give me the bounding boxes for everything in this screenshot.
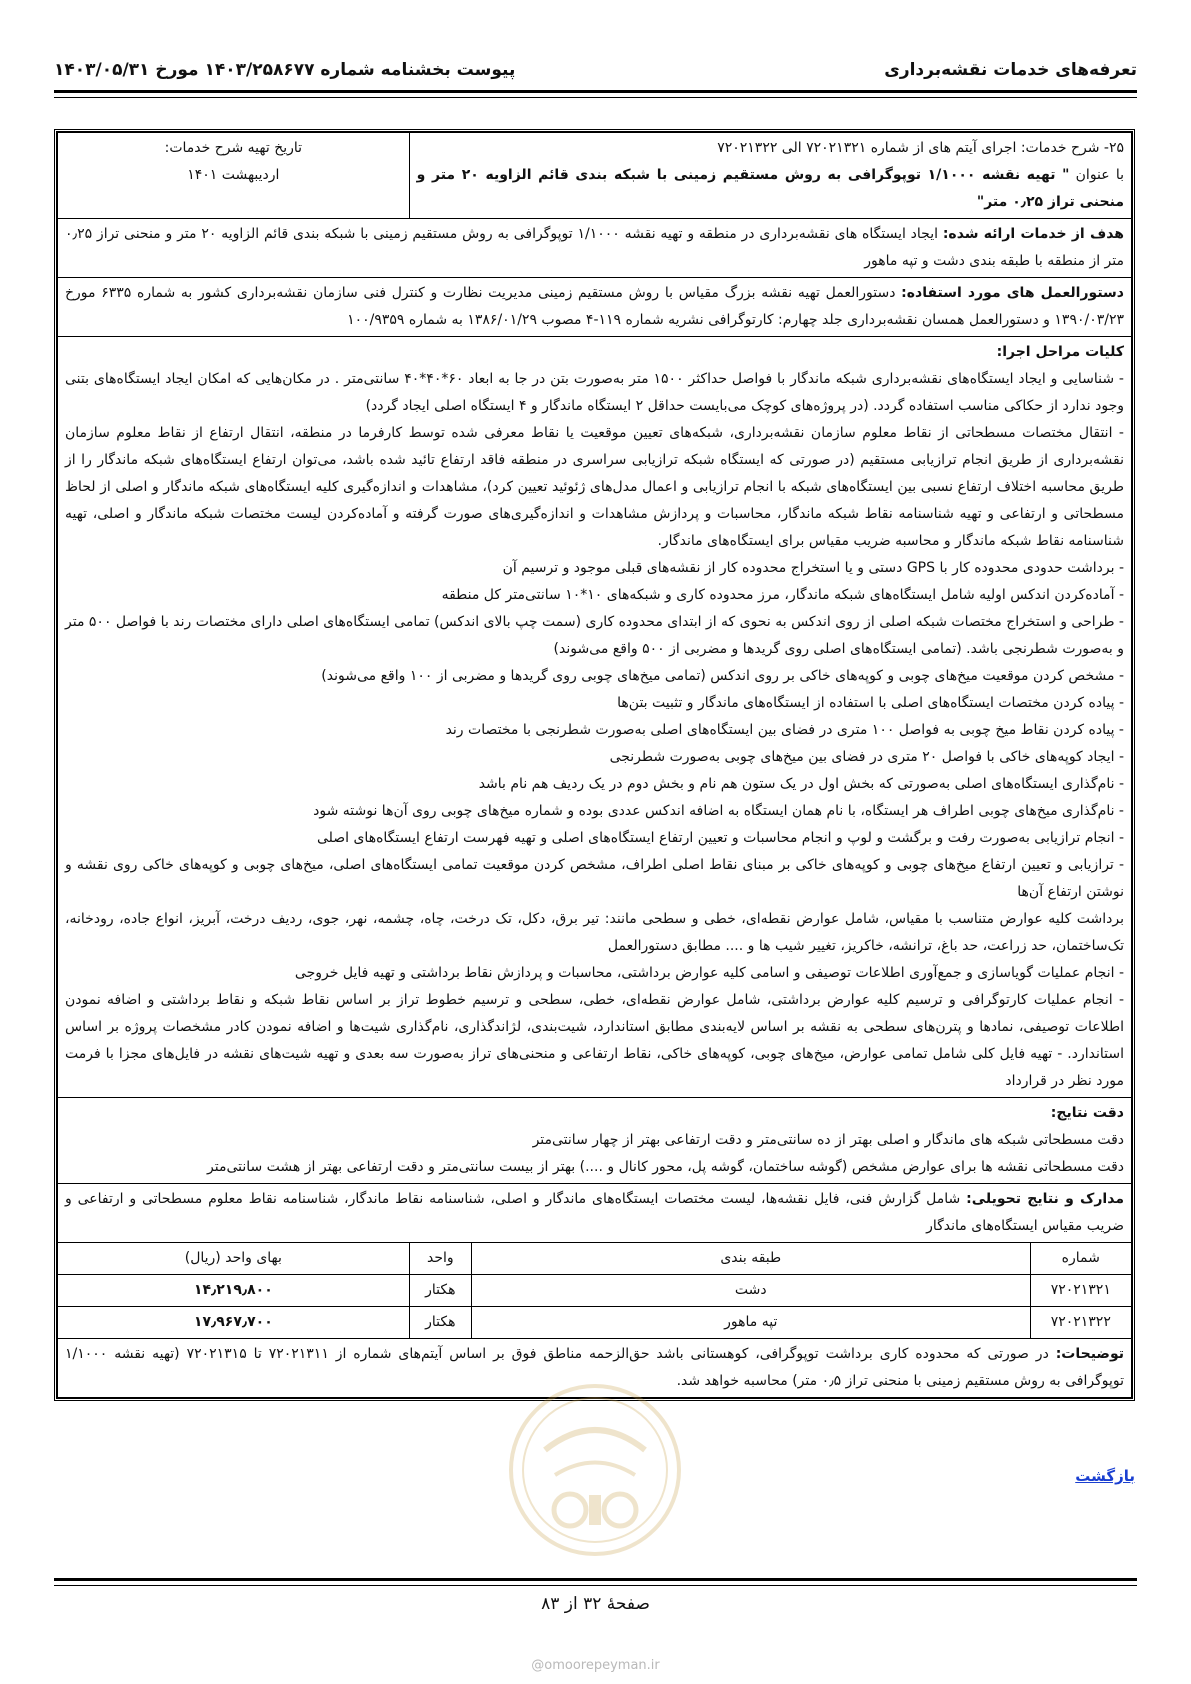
page-number: صفحهٔ ۳۲ از ۸۳ (541, 1594, 650, 1614)
service-title: " تهیه نقشه ۱/۱۰۰۰ توپوگرافی به روش مستقیم زمینی با شبکه بندی قائم الزاویه ۲۰ متر و منحنی تراز ۰٫۲۵ متر" (416, 167, 1124, 210)
step-item: - طراحی و استخراج مختصات شبکه اصلی از روی اندکس به نحوی که از ابتدای محدوده کاری (سمت چپ بالای اندکس) تمامی ایستگاه‌های اصلی دارای مختصات رند با فواصل ۵۰۰ متر و به‌صورت شطرنجی باشد. (تمامی ایستگاه‌های اصلی روی گریدها و مضربی از ۵۰۰ واقع می‌شوند) (65, 614, 1124, 657)
notes-text: در صورتی که محدوده کاری برداشت توپوگرافی، کوهستانی باشد حق‌الزحمه مناطق فوق بر اساس آیتم‌های شماره از ۷۲۰۲۱۳۱۱ تا ۷۲۰۲۱۳۱۵ (تهیه نقشه ۱/۱۰۰۰ توپوگرافی به روش مستقیم زمینی با منحنی تراز ۰٫۵ متر) محاسبه خواهد شد. (65, 1346, 1124, 1389)
step-item: - انتقال مختصات مسطحاتی از نقاط معلوم سازمان نقشه‌برداری، شبکه‌های تعیین موقعیت یا نقاط معرفی شده توسط کارفرما در منطقه، انتقال ارتفاع از نقاط معلوم سازمان نقشه‌برداری از طریق انجام ترازیابی مستقیم (در صورتی که ایستگاه شبکه ترازیابی سراسری در منطقه فاقد ارتفاع تائید شده باشد، می‌توان ارتفاع ایستگاه‌های شبکه ماندگار را از طریق محاسبه اختلاف ارتفاع نسبی بین ایستگاه‌های شبکه با انجام ترازیابی و اعمال مدل‌های ژئوئید تعیین کرد)، مشاهدات و اندازه‌گیری کلیه ایستگاه‌های شبکه ماندگار و اصلی از لحاظ مسطحاتی و ارتفاعی و تهیه شناسنامه نقاط شبکه ماندگار، محاسبات و پردازش مشاهدات و اندازه‌گیری‌های صورت گرفته و آماده‌کردن لیست مختصات شبکه ماندگار و اصلی، تهیه شناسنامه نقاط شبکه ماندگار و محاسبه ضریب مقیاس برای ایستگاه‌های ماندگار. (65, 425, 1124, 549)
service-date-label: تاریخ تهیه شرح خدمات: (164, 140, 303, 156)
service-row (58, 133, 1132, 219)
steps-row (58, 337, 1132, 1098)
goal-label: هدف از خدمات ارائه شده: (942, 226, 1125, 242)
step-item: - انجام عملیات کارتوگرافی و ترسیم کلیه عوارض برداشتی، شامل عوارض نقطه‌ای، خطی، سطحی و ترسیم خطوط تراز بر اساس نقاط شبکه و نقاط برداشتی و اضافه نمودن اطلاعات توصیفی، نمادها و پترن‌های سطحی به نقشه بر اساس لایه‌بندی مطابق استاندارد، شیت‌بندی، لژاندگذاری، نام‌گذاری شیت‌ها و اضافه نمودن کادر مشخصات پروژه بر اساس استاندارد. - تهیه فایل کلی شامل تمامی عوارض، میخ‌های چوبی، کوپه‌های خاکی، نقاط ارتفاعی و منحنی‌های تراز به‌صورت سه بعدی و تهیه شیت‌های نقشه در فایل‌های مجزا با فرمت مورد نظر در قرارداد (65, 992, 1124, 1089)
step-item: - انجام عملیات گویاسازی و جمع‌آوری اطلاعات توصیفی و اسامی کلیه عوارض برداشتی، محاسبات و پردازش نقاط برداشتی و تهیه فایل خروجی (294, 965, 1124, 981)
header-rule-thin (54, 97, 1137, 98)
step-item: - مشخص کردن موقعیت میخ‌های چوبی و کوپه‌های خاکی بر روی اندکس (تمامی میخ‌های چوبی روی گریدها و مضربی از ۱۰۰ واقع می‌شوند) (321, 668, 1124, 684)
watermark: @omoorepeyman.ir (531, 1658, 660, 1673)
price-header-price: بهای واحد (ریال) (58, 1243, 410, 1275)
notes-label: توضیحات: (1055, 1346, 1124, 1362)
guidelines-row (58, 278, 1132, 337)
price-header-row (58, 1243, 1132, 1275)
price-value: ۱۴٫۲۱۹٫۸۰۰ (58, 1275, 410, 1307)
guidelines-label: دستورالعمل های مورد استفاده: (901, 285, 1124, 301)
footer-rule (54, 1578, 1137, 1581)
service-date-cell (58, 133, 410, 219)
deliverables-text: شامل گزارش فنی، فایل نقشه‌ها، لیست مختصات ایستگاه‌های ماندگار و اصلی، شناسنامه نقاط ماندگار، شناسنامه نقاط معلوم مسطحاتی و ارتفاعی و ضریب مقیاس ایستگاه‌های ماندگار (65, 1191, 1124, 1234)
goal-cell (58, 219, 1132, 278)
service-frame (54, 129, 1135, 1401)
step-item: برداشت کلیه عوارض متناسب با مقیاس، شامل عوارض نقطه‌ای، خطی و سطحی مانند: تیر برق، دکل، تک درخت، چاه، چشمه، نهر، جوی، ردیف درخت، آبریز، انواع جاده، رودخانه، تک‌ساختمان، حد زراعت، حد باغ، ترانشه، خاکریز، تغییر شیب ها و .... مطابق دستورالعمل (65, 911, 1124, 954)
goal-row (58, 219, 1132, 278)
step-item: - ایجاد کوپه‌های خاکی با فواصل ۲۰ متری در فضای بین میخ‌های چوبی به‌صورت شطرنجی (609, 749, 1124, 765)
guidelines-text: دستورالعمل تهیه نقشه بزرگ مقیاس با روش مستقیم زمینی مدیریت نظارت و کنترل فنی سازمان نقشه‌برداری کشور به شماره ۶۳۳۵ مورخ ۱۳۹۰/۰۳/۲۳ و دستورالعمل همسان نقشه‌برداری جلد چهارم: کارتوگرافی نشریه شماره ۱۱۹-۴ مصوب ۱۳۸۶/۰۱/۲۹ به شماره ۱۰۰/۹۳۵۹ (65, 285, 1124, 328)
price-unit: هکتار (409, 1307, 471, 1339)
steps-title: کلیات مراحل اجرا: (996, 344, 1124, 360)
step-item: - برداشت حدودی محدوده کار با GPS دستی و یا استخراج محدوده کار از نقشه‌های قبلی موجود و ترسیم آن (502, 560, 1124, 576)
price-class: دشت (471, 1275, 1030, 1307)
step-item: - شناسایی و ایجاد ایستگاه‌های نقشه‌برداری شبکه ماندگار با فواصل حداکثر ۱۵۰۰ متر به‌صورت بتن در جا به ابعاد ۶۰*۴۰*۴۰ سانتی‌متر . در مکان‌هایی که امکان ایجاد ایستگاه‌های بتنی وجود ندارد از حکاکی مناسب استفاده گردد. (در پروژه‌های کوچک می‌بایست حداقل ۲ ایستگاه ماندگار و ۴ ایستگاه اصلی ایجاد گردد) (65, 371, 1124, 414)
steps-cell (58, 337, 1132, 1098)
price-header-unit: واحد (409, 1243, 471, 1275)
header-rule (54, 90, 1137, 93)
price-header-number: شماره (1030, 1243, 1131, 1275)
price-number: ۷۲۰۲۱۳۲۲ (1030, 1307, 1131, 1339)
step-item: - نام‌گذاری میخ‌های چوبی اطراف هر ایستگاه، با نام همان ایستگاه به اضافه اندکس عددی بوده و شماره میخ‌های چوبی روی آن‌ها نوشته شود (313, 803, 1124, 819)
attachment-reference: پیوست بخشنامه شماره ۱۴۰۳/۲۵۸۶۷۷ مورخ ۱۴۰۳/۰۵/۳۱ (54, 60, 516, 80)
seal-logo-icon (505, 1380, 685, 1560)
price-class: تپه ماهور (471, 1307, 1030, 1339)
step-item: - پیاده کردن نقاط میخ چوبی به فواصل ۱۰۰ متری در فضای بین ایستگاه‌های اصلی به‌صورت شطرنجی با مختصات رند (445, 722, 1124, 738)
price-row (58, 1275, 1132, 1307)
step-item: - انجام ترازیابی به‌صورت رفت و برگشت و لوپ و انجام محاسبات و تعیین ارتفاع ایستگاه‌های اصلی و تهیه فهرست ارتفاع ایستگاه‌های اصلی (316, 830, 1124, 846)
price-value: ۱۷٫۹۶۷٫۷۰۰ (58, 1307, 410, 1339)
step-item: - آماده‌کردن اندکس اولیه شامل ایستگاه‌های شبکه ماندگار، مرز محدوده کاری و شبکه‌های ۱۰*۱۰ سانتی‌متر کل منطقه (441, 587, 1124, 603)
service-title-prefix: با عنوان (1069, 167, 1125, 183)
deliverables-cell (58, 1184, 1132, 1243)
document-title: تعرفه‌های خدمات نقشه‌برداری (884, 60, 1137, 80)
accuracy-title: دقت نتایج: (1050, 1105, 1124, 1121)
price-header-class: طبقه بندی (471, 1243, 1030, 1275)
accuracy-line: دقت مسطحاتی نقشه ها برای عوارض مشخص (گوشه ساختمان، گوشه پل، محور کانال و ....) بهتر از بیست سانتی‌متر و دقت ارتفاعی بهتر از هشت سانتی‌متر (207, 1159, 1124, 1175)
page-header (54, 54, 1137, 86)
back-link[interactable]: بازگشت (1075, 1467, 1135, 1485)
deliverables-row (58, 1184, 1132, 1243)
footer-rule-thin (54, 1585, 1137, 1586)
service-description-cell (409, 133, 1131, 219)
service-line: ۲۵- شرح خدمات: اجرای آیتم های از شماره ۷۲۰۲۱۳۲۱ الی ۷۲۰۲۱۳۲۲ (717, 140, 1124, 156)
guidelines-cell (58, 278, 1132, 337)
service-date-value: اردیبهشت ۱۴۰۱ (187, 167, 280, 183)
step-item: - ترازیابی و تعیین ارتفاع میخ‌های چوبی و کوپه‌های خاکی بر مبنای نقاط اصلی اطراف، مشخص کردن موقعیت تمامی ایستگاه‌های اصلی، میخ‌های چوبی و کوپه‌های خاکی روی نقشه و نوشتن ارتفاع آن‌ها (65, 857, 1124, 900)
price-unit: هکتار (409, 1275, 471, 1307)
step-item: - نام‌گذاری ایستگاه‌های اصلی به‌صورتی که بخش اول در یک ستون هم نام و بخش دوم در یک ردیف هم نام باشد (478, 776, 1124, 792)
deliverables-label: مدارک و نتایج تحویلی: (966, 1191, 1124, 1207)
price-row (58, 1307, 1132, 1339)
goal-text: ایجاد ایستگاه های نقشه‌برداری در منطقه و تهیه نقشه ۱/۱۰۰۰ توپوگرافی به روش مستقیم زمینی با شبکه بندی قائم الزاویه ۲۰ متر و منحنی تراز ۰٫۲۵ متر از منطقه با طبقه بندی دشت و تپه ماهور (65, 226, 1124, 269)
price-number: ۷۲۰۲۱۳۲۱ (1030, 1275, 1131, 1307)
step-item: - پیاده کردن مختصات ایستگاه‌های اصلی با استفاده از ایستگاه‌های ماندگار و تثبیت بتن‌ها (617, 695, 1124, 711)
accuracy-cell (58, 1098, 1132, 1184)
accuracy-row (58, 1098, 1132, 1184)
accuracy-line: دقت مسطحاتی شبکه های ماندگار و اصلی بهتر از ده سانتی‌متر و دقت ارتفاعی بهتر از چهار سانتی‌متر (532, 1132, 1124, 1148)
service-table (57, 132, 1132, 1398)
